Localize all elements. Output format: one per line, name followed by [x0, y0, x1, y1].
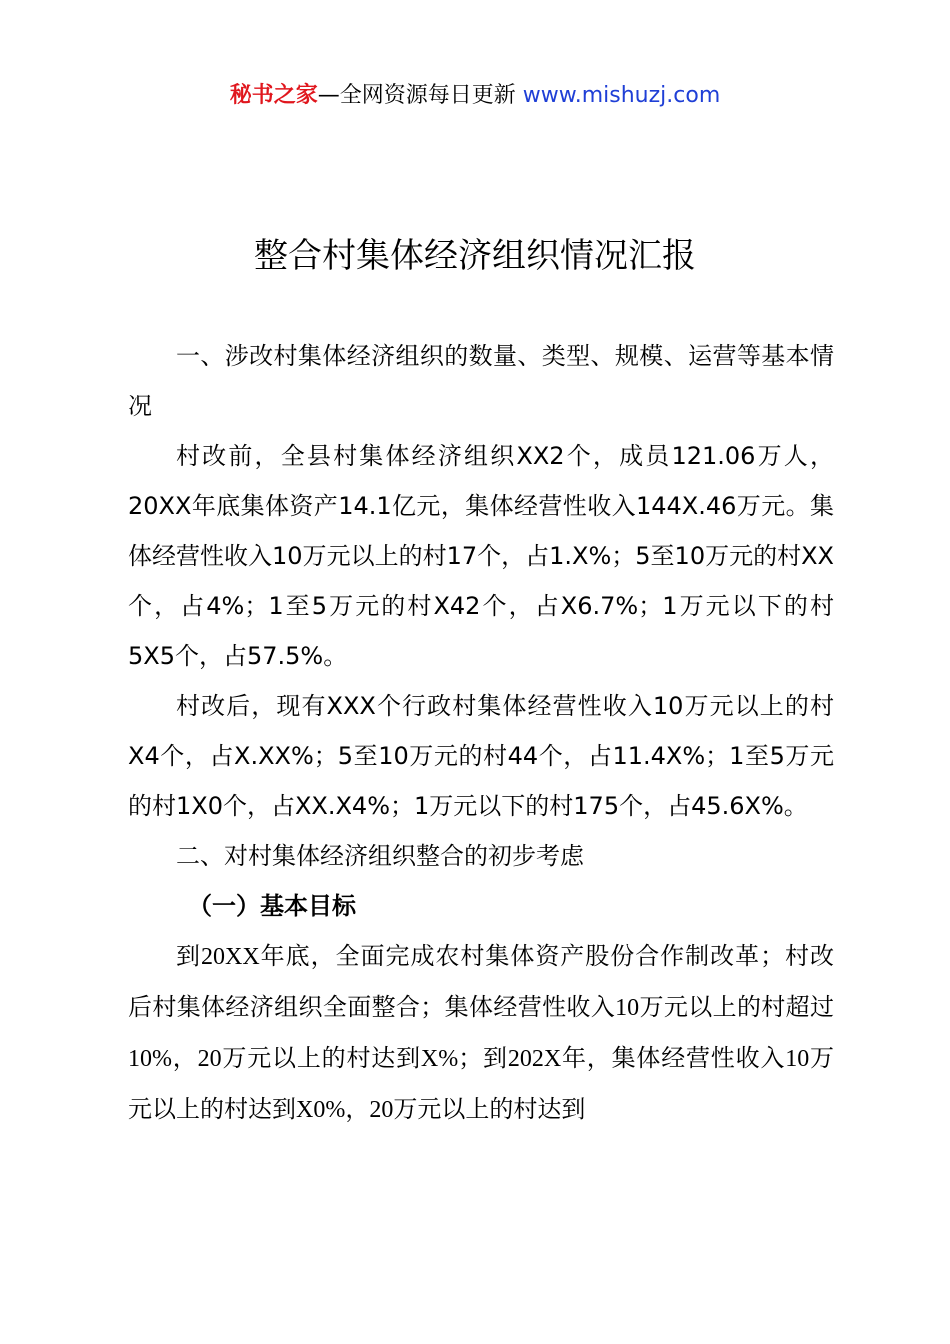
header-tagline: —全网资源每日更新	[317, 83, 516, 108]
document-title: 整合村集体经济组织情况汇报	[254, 236, 696, 276]
brand-name: 秘书之家	[229, 83, 318, 108]
site-header	[0, 80, 950, 112]
section1-heading: 一、涉改村集体经济组织的数量、类型、规模、运营等基本情况	[128, 342, 834, 420]
paragraph-before-reform: 村改前，全县村集体经济组织XX2个，成员121.06万人，20XX年底集体资产14.1亿元，集体经营性收入144X.46万元。集体经营性收入10万元以上的村17个，占1.X%；5至10万元的村XX个，占4%；1至5万元的村X42个，占X6.7%；1万元以下的村5X5个，占57.5%。	[128, 442, 834, 670]
document-body	[128, 331, 834, 1135]
site-url-link[interactable]: www.mishuzj.com	[522, 83, 721, 108]
paragraph-after-reform: 村改后，现有XXX个行政村集体经营性收入10万元以上的村X4个，占X.XX%；5至10万元的村44个，占11.4X%；1至5万元的村1X0个，占XX.X4%；1万元以下的村175个，占45.6X%。	[128, 692, 834, 820]
basic-goals-heading: （一）基本目标	[188, 892, 356, 920]
section2-heading: 二、对村集体经济组织整合的初步考虑	[176, 842, 584, 870]
paragraph-basic-goals: 到20XX年底，全面完成农村集体资产股份合作制改革；村改后村集体经济组织全面整合；集体经营性收入10万元以上的村超过10%，20万元以上的村达到X%；到202X年，集体经营性收入10万元以上的村达到X0%，20万元以上的村达到	[128, 942, 835, 1123]
